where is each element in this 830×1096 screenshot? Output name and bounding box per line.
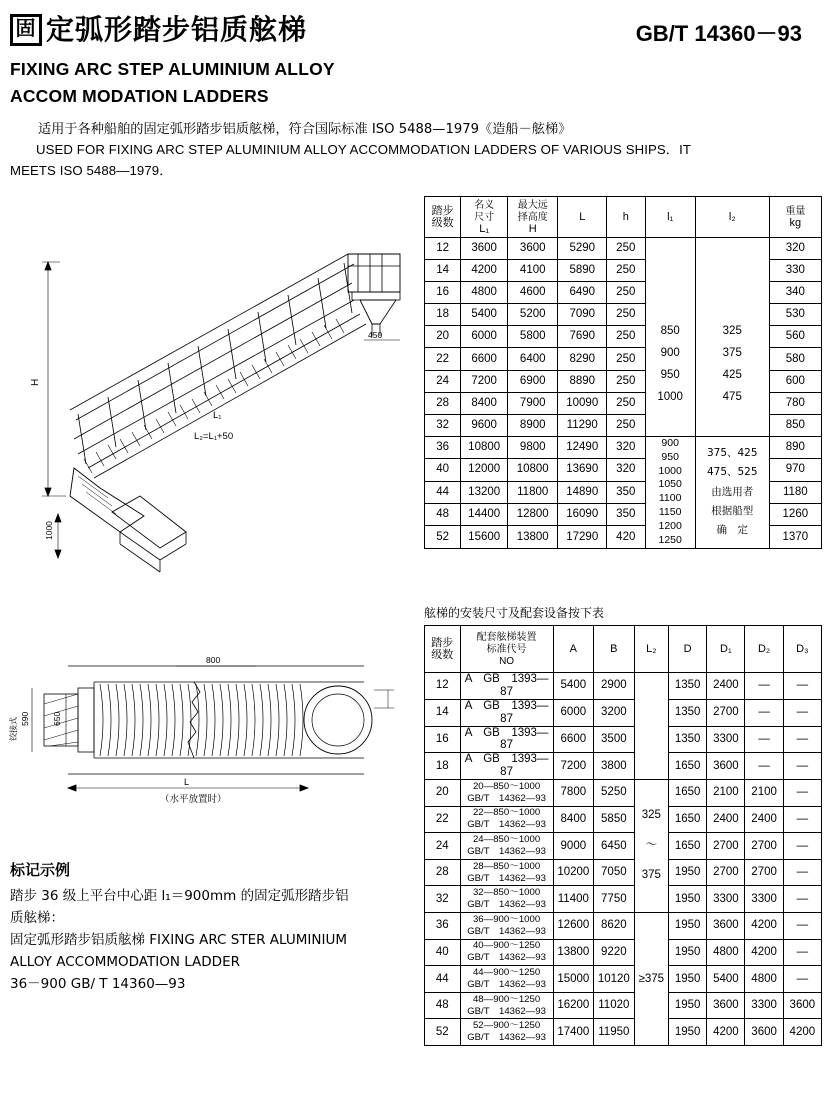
cell-L1: 5400 [461,304,508,326]
cell-L: 6490 [558,282,607,304]
cell-H: 4600 [507,282,558,304]
table-row [425,726,822,753]
cell2-device: 32—850～1000 GB/T 14362—93 [460,886,553,913]
cell-H: 8900 [507,414,558,436]
cell2-D: 1650 [669,833,707,860]
cell-weight: 970 [769,459,821,481]
table-row [425,1019,822,1046]
cell2-D: 1650 [669,780,707,807]
cell2-D2: 3600 [745,1019,783,1046]
english-title-line2: ACCOM MODATION LADDERS [10,86,269,107]
cell-h: 350 [607,481,645,503]
cell-H: 10800 [507,459,558,481]
cell2-L2-blank [634,673,668,780]
cell-H: 7900 [507,392,558,414]
cell2-B: 5250 [594,780,635,807]
table-row [425,992,822,1019]
table-row [425,753,822,780]
cell2-device: A GB 1393—87 [460,673,553,700]
cell2-B: 7750 [594,886,635,913]
cell2-D3: — [783,912,821,939]
cell-h: 250 [607,304,645,326]
cell-steps: 18 [425,304,461,326]
cell2-device: 22—850～1000 GB/T 14362—93 [460,806,553,833]
cell-h: 250 [607,370,645,392]
cell2-D1: 3300 [707,726,745,753]
cell-L1: 3600 [461,238,508,260]
L2-gte: ≥375 [638,972,665,985]
cell2-D1: 5400 [707,966,745,993]
marking-line3: 固定弧形踏步铝质舷梯 FIXING ARC STER ALUMINIUM [10,932,347,949]
cell2-A: 10200 [553,859,594,886]
dim-650-label: 650 [52,711,62,726]
cell2-D1: 4200 [707,1019,745,1046]
cell2-device: 24—850～1000 GB/T 14362—93 [460,833,553,860]
th-l1: l₁ [645,197,695,238]
cell-steps: 32 [425,414,461,436]
cell-L: 17290 [558,526,607,548]
cell2-D2: 2700 [745,859,783,886]
cell-L: 10090 [558,392,607,414]
cell-L1: 8400 [461,392,508,414]
cell-L1: 14400 [461,503,508,525]
cell2-D2: 2400 [745,806,783,833]
dim-1000-label: 1000 [44,521,54,540]
cell2-A: 6000 [553,699,594,726]
title-row [10,14,820,48]
table-row [425,886,822,913]
cell-H: 13800 [507,526,558,548]
th-steps: 踏步 级数 [425,197,461,238]
cell-weight: 530 [769,304,821,326]
th-nominal: 名义 尺寸 L₁ [461,197,508,238]
table-header-row [425,197,822,238]
cell2-B: 11020 [594,992,635,1019]
dim-H-label: H [30,378,41,386]
cell2-device: A GB 1393—87 [460,726,553,753]
cell2-A: 6600 [553,726,594,753]
table-row [425,939,822,966]
cell2-D: 1950 [669,912,707,939]
cell2-B: 5850 [594,806,635,833]
L2-top: 325 [641,809,661,822]
cell2-D1: 3600 [707,992,745,1019]
installation-note: 舷梯的安装尺寸及配套设备按下表 [424,606,605,620]
cell-steps: 44 [425,481,461,503]
cell2-D3: — [783,699,821,726]
cell-weight: 330 [769,260,821,282]
cell2-D1: 3600 [707,753,745,780]
cell2-device: A GB 1393—87 [460,699,553,726]
dim-450-label: 450 [368,330,383,340]
cell2-B: 8620 [594,912,635,939]
cell2-device [460,780,553,807]
cell2-D2: — [745,726,783,753]
cell-L1: 15600 [461,526,508,548]
cell-steps: 16 [425,282,461,304]
cell-L: 13690 [558,459,607,481]
cell-L: 16090 [558,503,607,525]
cell-h: 320 [607,436,645,458]
cell2-steps: 40 [425,939,461,966]
cell2-D3: — [783,833,821,860]
cell-l1-group-2: 900 950 1000 1050 1100 1150 1200 1250 [645,436,695,548]
cell-weight: 1260 [769,503,821,525]
cell-steps: 20 [425,326,461,348]
cell2-D1: 3300 [707,886,745,913]
cell-steps: 28 [425,392,461,414]
cell2-D1: 2400 [707,806,745,833]
cell2-L2-group1 [634,780,668,913]
cell2-D: 1950 [669,939,707,966]
device-line2: GB/T 14362—93 [467,792,546,804]
cell2-D1: 2700 [707,833,745,860]
cell2-D: 1950 [669,966,707,993]
cell-L1: 7200 [461,370,508,392]
cell2-D2: — [745,699,783,726]
cell2-steps: 24 [425,833,461,860]
cell-steps: 52 [425,526,461,548]
cell-steps: 48 [425,503,461,525]
cell2-D: 1950 [669,886,707,913]
cell2-device: 44—900～1250 GB/T 14362—93 [460,966,553,993]
cell2-D2: 3300 [745,886,783,913]
chinese-title [10,14,307,46]
table-row [425,238,822,260]
th-h: h [607,197,645,238]
description-chinese: 适用于各种船舶的固定弧形踏步铝质舷梯，符合国际标准 ISO 5488—1979《造船－舷梯》 [38,121,572,137]
table-row [425,673,822,700]
english-title-line1: FIXING ARC STEP ALUMINIUM ALLOY [10,59,335,79]
cell2-A: 15000 [553,966,594,993]
cell2-B: 10120 [594,966,635,993]
table-row [425,699,822,726]
cell2-B: 11950 [594,1019,635,1046]
cell2-steps: 16 [425,726,461,753]
cell-steps: 24 [425,370,461,392]
cell2-D3: — [783,753,821,780]
cell2-D: 1350 [669,699,707,726]
cell2-steps: 28 [425,859,461,886]
cell2-D1: 2100 [707,780,745,807]
cell2-A: 11400 [553,886,594,913]
th2-D3: D₃ [783,626,821,673]
cell-weight: 890 [769,436,821,458]
cell-h: 320 [607,459,645,481]
cell-h: 250 [607,414,645,436]
dim-L1-label: L₁ [213,410,222,421]
cell-H: 6900 [507,370,558,392]
cell-L1: 9600 [461,414,508,436]
th2-B: B [594,626,635,673]
cell-L1: 4800 [461,282,508,304]
cell2-steps: 20 [425,780,461,807]
cell2-D1: 2700 [707,699,745,726]
th2-A: A [553,626,594,673]
cell-L: 8890 [558,370,607,392]
cell2-A: 7800 [553,780,594,807]
cell2-D: 1650 [669,753,707,780]
cell-steps: 36 [425,436,461,458]
cell-weight: 850 [769,414,821,436]
cell-H: 5200 [507,304,558,326]
cell2-steps: 36 [425,912,461,939]
cell-h: 250 [607,326,645,348]
cell2-D3: — [783,673,821,700]
cell-h: 350 [607,503,645,525]
cell2-steps: 12 [425,673,461,700]
marking-line4: ALLOY ACCOMMODATION LADDER [10,953,240,970]
L2-bot: 375 [641,868,661,881]
device-line1: 20—850～1000 [472,780,541,792]
cell2-B: 3500 [594,726,635,753]
cell-H: 12800 [507,503,558,525]
cell-weight: 1370 [769,526,821,548]
table-header-row [425,626,822,673]
description-english-line2: MEETS ISO 5488—1979． [10,162,173,178]
cell-l2-group: 325 375 425 475 [695,238,769,437]
cell-L1: 4200 [461,260,508,282]
cell2-steps: 18 [425,753,461,780]
cell-h: 250 [607,282,645,304]
cell2-D: 1350 [669,673,707,700]
document-header [10,14,820,181]
cell-l2-group-2: 375、425 475、525 由选用者 根据船型 确 定 [695,436,769,548]
th-max-height: 最大远 择高度 H [507,197,558,238]
th-L: L [558,197,607,238]
cell2-B: 3800 [594,753,635,780]
cell-h: 250 [607,238,645,260]
marking-title: 标记示例 [10,861,71,879]
cell2-D: 1650 [669,806,707,833]
table-row [425,780,822,807]
cell2-D2: 3300 [745,992,783,1019]
th2-D1: D₁ [707,626,745,673]
cell-weight: 560 [769,326,821,348]
cell2-D2: 4200 [745,912,783,939]
boxed-character: 固 [10,14,42,46]
cell-H: 9800 [507,436,558,458]
cell2-D3: — [783,886,821,913]
plan-note-label: （水平放置时） [160,794,227,805]
cell2-steps: 52 [425,1019,461,1046]
cell2-A: 16200 [553,992,594,1019]
cell2-B: 9220 [594,939,635,966]
ladder-drawings-svg [8,196,420,806]
installation-table [424,625,822,1046]
th2-device: 配套舷梯装置 标准代号 NO [460,626,553,673]
cell2-device: 52—900～1250 GB/T 14362—93 [460,1019,553,1046]
cell-L: 7090 [558,304,607,326]
cell-L1: 12000 [461,459,508,481]
cell-weight: 1180 [769,481,821,503]
cell2-D3: 4200 [783,1019,821,1046]
cell-L: 5890 [558,260,607,282]
L2-mid: ～ [645,839,658,852]
drawing-area [8,196,418,805]
cell-H: 3600 [507,238,558,260]
table-row [425,859,822,886]
cell2-D3: — [783,726,821,753]
cell2-B: 3200 [594,699,635,726]
cell-L1: 6000 [461,326,508,348]
cell2-D3: — [783,939,821,966]
cell-L1: 6600 [461,348,508,370]
cell2-B: 6450 [594,833,635,860]
dim-800-label: 800 [206,655,221,665]
dim-L-label: L [184,777,190,787]
cell2-D3: — [783,780,821,807]
cell-l1-group: 850 900 950 1000 [645,238,695,437]
th-weight: 重量 kg [769,197,821,238]
cell-L1: 13200 [461,481,508,503]
table-row [425,833,822,860]
cell-weight: 780 [769,392,821,414]
cell2-D: 1950 [669,992,707,1019]
cell2-device: 48—900～1250 GB/T 14362—93 [460,992,553,1019]
cell-L: 11290 [558,414,607,436]
marking-line1: 踏步 36 级上平台中心距 l₁＝900mm 的固定弧形踏步铝 [10,888,349,905]
cell2-steps: 48 [425,992,461,1019]
cell2-D2: 4800 [745,966,783,993]
cell2-A: 12600 [553,912,594,939]
table-row [425,806,822,833]
chinese-title-text: 定弧形踏步铝质舷梯 [46,13,308,46]
cell2-D3: — [783,859,821,886]
cell-L: 12490 [558,436,607,458]
cell-H: 5800 [507,326,558,348]
cell2-steps: 22 [425,806,461,833]
marking-line5: 36－900 GB/ T 14360—93 [10,975,186,992]
cell-L: 14890 [558,481,607,503]
marking-example [10,858,410,996]
standard-number: GB/T 14360－93 [635,21,802,46]
th2-D: D [669,626,707,673]
cell2-A: 9000 [553,833,594,860]
description-english-line1: USED FOR FIXING ARC STEP ALUMINIUM ALLOY ACCOMMODATION LADDERS OF VARIOUS SHIPS．IT [36,142,691,158]
table-row [425,436,822,458]
cell2-B: 2900 [594,673,635,700]
cell2-D1: 4800 [707,939,745,966]
cell-L: 8290 [558,348,607,370]
cell-weight: 600 [769,370,821,392]
cell-H: 6400 [507,348,558,370]
table-row [425,912,822,939]
table-row [425,966,822,993]
cell2-D1: 2400 [707,673,745,700]
cell2-D2: — [745,673,783,700]
cell2-D2: 4200 [745,939,783,966]
cell-steps: 40 [425,459,461,481]
cell2-device: A GB 1393—87 [460,753,553,780]
cell-weight: 580 [769,348,821,370]
cell2-A: 5400 [553,673,594,700]
th2-D2: D₂ [745,626,783,673]
cell-h: 250 [607,260,645,282]
cell-steps: 22 [425,348,461,370]
cell-weight: 340 [769,282,821,304]
cell2-D: 1950 [669,859,707,886]
cell2-D1: 3600 [707,912,745,939]
cell2-D2: 2700 [745,833,783,860]
cell2-D3: — [783,806,821,833]
cell2-device: 40—900～1250 GB/T 14362—93 [460,939,553,966]
th2-steps: 踏步 级数 [425,626,461,673]
main-dimensions-table [424,196,822,549]
side-note-label: 铰接式 [9,717,18,741]
cell2-A: 7200 [553,753,594,780]
th-l2: l₂ [695,197,769,238]
cell-H: 11800 [507,481,558,503]
cell-steps: 14 [425,260,461,282]
cell-L1: 10800 [461,436,508,458]
dim-590-label: 590 [20,711,30,726]
cell2-D1: 2700 [707,859,745,886]
th2-L2: L₂ [634,626,668,673]
marking-line2: 质舷梯： [10,910,64,927]
cell2-L2-group2 [634,912,668,1045]
cell-H: 4100 [507,260,558,282]
cell-h: 420 [607,526,645,548]
cell-steps: 12 [425,238,461,260]
cell2-B: 7050 [594,859,635,886]
cell2-D2: — [745,753,783,780]
cell2-A: 17400 [553,1019,594,1046]
cell-L: 7690 [558,326,607,348]
dim-L2-label: L₂=L₁+50 [194,431,234,442]
description-block [10,120,820,181]
cell2-steps: 44 [425,966,461,993]
cell2-steps: 14 [425,699,461,726]
cell2-device: 28—850～1000 GB/T 14362—93 [460,859,553,886]
cell2-A: 8400 [553,806,594,833]
cell2-D: 1950 [669,1019,707,1046]
cell2-A: 13800 [553,939,594,966]
cell2-D3: 3600 [783,992,821,1019]
cell-weight: 320 [769,238,821,260]
cell-h: 250 [607,348,645,370]
cell2-D: 1350 [669,726,707,753]
cell2-steps: 32 [425,886,461,913]
cell2-D3: — [783,966,821,993]
cell-L: 5290 [558,238,607,260]
cell2-D2: 2100 [745,780,783,807]
cell-h: 250 [607,392,645,414]
cell2-device: 36—900～1000 GB/T 14362—93 [460,912,553,939]
